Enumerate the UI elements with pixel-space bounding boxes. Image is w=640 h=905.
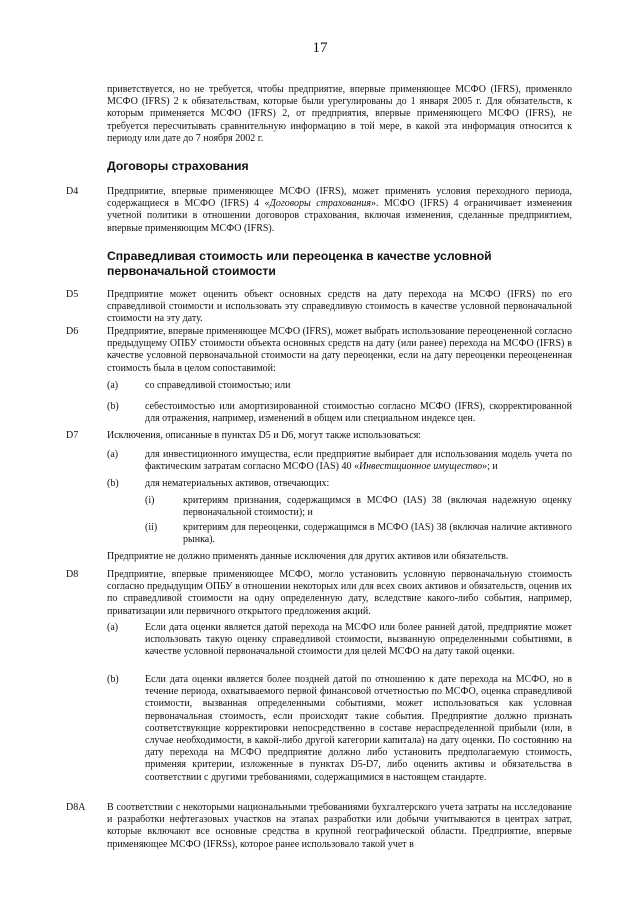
list-text: со справедливой стоимостью; или [145,380,291,391]
list-text: Если дата оценки является датой перехода на МСФО или более ранней датой, предприятие может использовать такую оценку справедливой стоимости, вызванную определенными событиями, в качестве условной первоначальной стоимости для целей МСФО на дату такой оценки. [145,622,572,658]
intro-paragraph: приветствуется, но не требуется, чтобы предприятие, впервые применяющее МСФО (IFRS), применяло МСФО (IFRS) 2 к обязательствам, которые были урегулированы до 1 января 2005 г. Для обязательств, к которым применяется МСФО (IFRS) 2, от предприятия, впервые применяющего МСФО (IFRS), не требуется пересчитывать сравнительную информацию в той мере, в какой эта информация относится к периоду или дате до 7 ноября 2002 г. [107,84,572,144]
list-marker: (b) [107,674,119,685]
paragraph-d8: Предприятие, впервые применяющее МСФО, могло установить условную первоначальную стоимость согласно предыдущим ОПБУ в отношении некоторых или для всех своих активов и обязательств, оценив их по справедливой стоимости на одну определенную дату, вследствие какого-либо события, например, приватизации или первичного открытого предложения акций. [107,569,572,617]
list-item [107,380,572,392]
list-text: критериям для переоценки, содержащимся в МСФО (IAS) 38 (включая наличие активного рынка). [183,522,572,546]
page-number: 17 [312,40,328,56]
list-text: себестоимостью или амортизированной стоимостью согласно МСФО (IFRS), скорректированной для отражения, например, изменений в общем или специальном индексе цен. [145,401,572,425]
paragraph-label-d8: D8 [66,569,79,580]
list-item [107,401,572,425]
list-item [145,495,572,519]
list-item [145,522,572,546]
list-item [107,622,572,659]
paragraph-d4: Предприятие, впервые применяющее МСФО (IFRS), может применять условия переходного периода, содержащиеся в МСФО (IFRS) 4 «Договоры страхования». МСФО (IFRS) 4 ограничивает изменения учетной политики в отношении договоров страхования, включая изменения, сделанные предприятием, впервые применяющим МСФО (IFRS). [107,186,572,234]
paragraph-d8a: В соответствии с некоторыми национальными требованиями бухгалтерского учета затраты на исследование и разработки нефтегазовых участков на этапах разработки или добычи учитываются в центрах затрат, которые включают все основные средства в крупной географической области. Предприятие, впервые применяющее МСФО (IFRSs), которое ранее использовало такой учет в [107,802,572,850]
paragraph-label-d8a: D8A [66,802,86,813]
paragraph-d6: Предприятие, впервые применяющее МСФО (IFRS), может выбрать использование переоцененной согласно предыдущему ОПБУ стоимости объекта основных средств на дату (или ранее) перехода на МСФО (IFRS) в качестве условной первоначальной стоимости на дату переоценки, если на дату переоценки переоцененная стоимость была в целом сопоставимой: [107,326,572,374]
list-marker: (b) [107,478,119,489]
list-text: для нематериальных активов, отвечающих: [145,478,330,489]
list-text: для инвестиционного имущества, если предприятие выбирает для использования модель учета по фактическим затратам согласно МСФО (IAS) 40 «Инвестиционное имущество»; и [145,449,572,473]
paragraph-label-d5: D5 [66,289,79,300]
paragraph-label-d6: D6 [66,326,79,337]
list-item [107,478,572,490]
paragraph-d7: Исключения, описанные в пунктах D5 и D6, могут также использоваться: [107,430,422,441]
paragraph-label-d4: D4 [66,186,79,197]
list-item [107,449,572,473]
list-marker: (a) [107,622,119,633]
list-text: Если дата оценки является более поздней датой по отношению к дате перехода на МСФО, но в течение периода, охватываемого первой финансовой отчетностью по МСФО, оценка справедливой стоимости, вызванная определенными событиями, может использоваться как условная первоначальная стоимость, если происходят такие события. Предприятие должно признать соответствующие корректировки непосредственно в составе нераспределенной прибыли (или, в случае необходимости, в какой-либо другой категории капитала) на дату оценки. По состоянию на дату перехода на МСФО предприятие должно либо установить предполагаемую стоимость, применяя критерии, изложенные в пунктах D5-D7, либо оценить активы и обязательства в соответствии с другими требованиями, содержащимися в настоящем стандарте. [145,674,572,783]
list-marker: (a) [107,449,119,460]
paragraph-d7-tail: Предприятие не должно применять данные исключения для других активов или обязательств. [107,551,509,562]
list-marker: (ii) [145,522,158,533]
paragraph-label-d7: D7 [66,430,79,441]
list-marker: (b) [107,401,119,412]
heading-insurance: Договоры страхования [107,159,249,173]
paragraph-d5: Предприятие может оценить объект основных средств на дату перехода на МСФО (IFRS) по его справедливой стоимости и использовать эту справедливую стоимость в качестве условной первоначальной стоимости на эту дату. [107,289,572,325]
list-marker: (a) [107,380,119,391]
list-marker: (i) [145,495,155,506]
list-item [107,674,572,784]
list-text: критериям признания, содержащимся в МСФО (IAS) 38 (включая надежную оценку первоначальной стоимости); и [183,495,572,519]
heading-fair-value: Справедливая стоимость или переоценка в качестве условной первоначальной стоимости [107,249,492,278]
